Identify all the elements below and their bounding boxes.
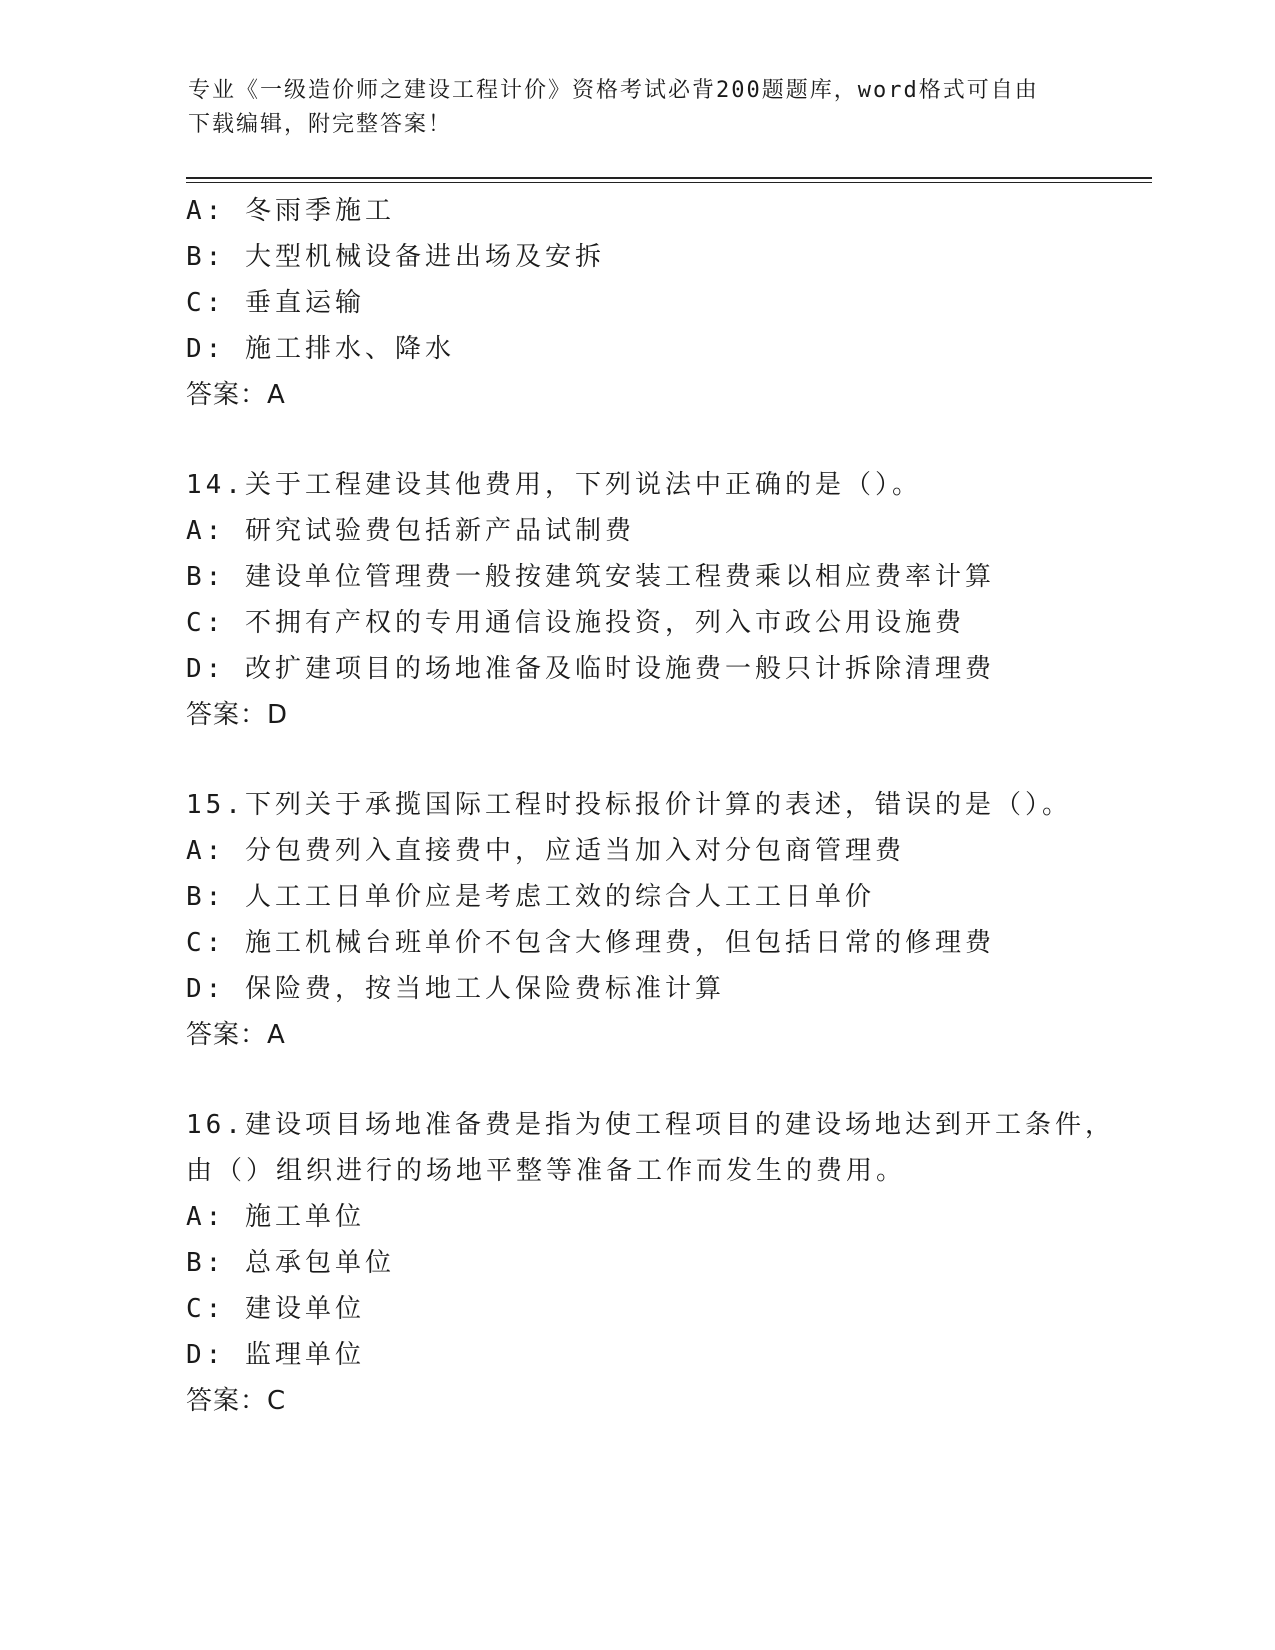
answer: 答案：D <box>186 700 289 730</box>
question-stem-continued: 由（）组织进行的场地平整等准备工作而发生的费用。 <box>186 1156 907 1186</box>
option-b: B: 大型机械设备进出场及安拆 <box>186 242 605 272</box>
option-d: D: 改扩建项目的场地准备及临时设施费一般只计拆除清理费 <box>186 654 995 684</box>
option-b: B: 建设单位管理费一般按建筑安装工程费乘以相应费率计算 <box>186 562 995 592</box>
question-stem: 14.关于工程建设其他费用，下列说法中正确的是（）。 <box>186 470 922 500</box>
header-line-2: 下载编辑，附完整答案！ <box>188 112 453 137</box>
option-a: A: 冬雨季施工 <box>186 196 395 226</box>
header-line-1: 专业《一级造价师之建设工程计价》资格考试必背200题题库，word格式可自由 <box>188 78 1039 103</box>
question-16 <box>186 1102 1146 1424</box>
option-a: A: 分包费列入直接费中，应适当加入对分包商管理费 <box>186 836 905 866</box>
option-c: C: 垂直运输 <box>186 288 365 318</box>
question-gap <box>186 738 1146 782</box>
question-13 <box>186 188 1146 418</box>
question-14 <box>186 462 1146 738</box>
answer: 答案：A <box>186 380 286 410</box>
option-a: A: 施工单位 <box>186 1202 365 1232</box>
answer: 答案：A <box>186 1020 286 1050</box>
question-15 <box>186 782 1146 1058</box>
question-stem: 16.建设项目场地准备费是指为使工程项目的建设场地达到开工条件， <box>186 1110 1115 1140</box>
question-list <box>186 188 1146 1424</box>
option-c: C: 施工机械台班单价不包含大修理费，但包括日常的修理费 <box>186 928 995 958</box>
question-stem: 15.下列关于承揽国际工程时投标报价计算的表述，错误的是（）。 <box>186 790 1072 820</box>
option-a: A: 研究试验费包括新产品试制费 <box>186 516 635 546</box>
question-gap <box>186 418 1146 462</box>
option-b: B: 人工工日单价应是考虑工效的综合人工工日单价 <box>186 882 875 912</box>
document-header <box>188 74 1088 142</box>
option-c: C: 不拥有产权的专用通信设施投资，列入市政公用设施费 <box>186 608 965 638</box>
option-c: C: 建设单位 <box>186 1294 365 1324</box>
header-divider-thick <box>186 177 1152 179</box>
option-b: B: 总承包单位 <box>186 1248 395 1278</box>
option-d: D: 保险费，按当地工人保险费标准计算 <box>186 974 725 1004</box>
question-gap <box>186 1058 1146 1102</box>
header-divider-thin <box>186 182 1152 183</box>
option-d: D: 监理单位 <box>186 1340 365 1370</box>
answer: 答案：C <box>186 1386 287 1416</box>
option-d: D: 施工排水、降水 <box>186 334 455 364</box>
